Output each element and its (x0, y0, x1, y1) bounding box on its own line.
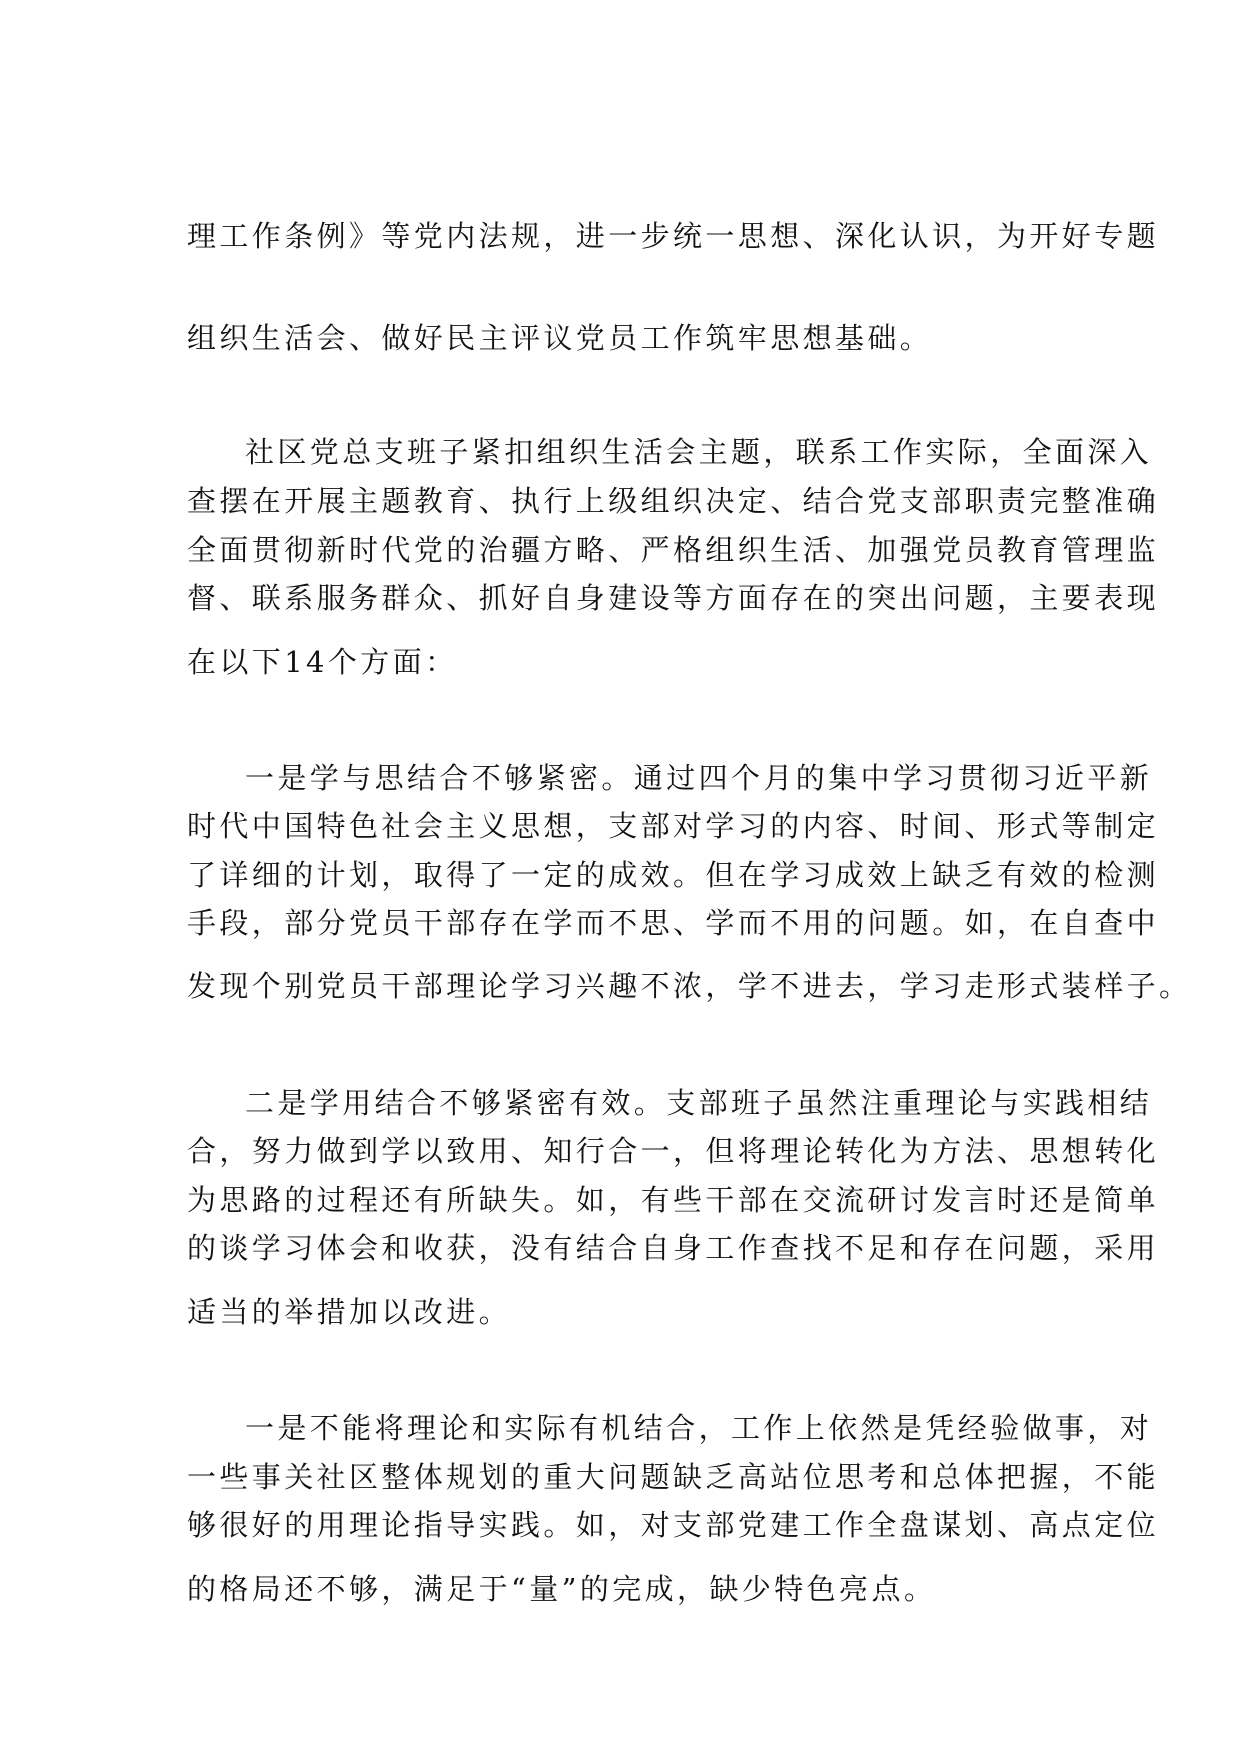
paragraph-4-line-3: 为思路的过程还有所缺失。如，有些干部在交流研讨发言时还是简单 (187, 1183, 1160, 1217)
paragraph-2-line-2: 查摆在开展主题教育、执行上级组织决定、结合党支部职责完整准确 (187, 484, 1160, 518)
paragraph-3-line-4: 手段，部分党员干部存在学而不思、学而不用的问题。如，在自查中 (187, 906, 1160, 940)
paragraph-4-line-2: 合，努力做到学以致用、知行合一，但将理论转化为方法、思想转化 (187, 1134, 1160, 1168)
paragraph-4-line-4: 的谈学习体会和收获，没有结合自身工作查找不足和存在问题，采用 (187, 1231, 1160, 1265)
paragraph-5-line-3: 够很好的用理论指导实践。如，对支部党建工作全盘谋划、高点定位 (187, 1508, 1160, 1542)
paragraph-1-line-1: 理工作条例》等党内法规，进一步统一思想、深化认识，为开好专题 (187, 219, 1160, 253)
paragraph-5-line-4: 的格局还不够，满足于“量”的完成，缺少特色亮点。 (187, 1572, 937, 1606)
paragraph-5-line-1: 一是不能将理论和实际有机结合，工作上依然是凭经验做事，对 (245, 1411, 1153, 1445)
paragraph-1-line-2: 组织生活会、做好民主评议党员工作筑牢思想基础。 (187, 321, 933, 355)
paragraph-3-line-3: 了详细的计划，取得了一定的成效。但在学习成效上缺乏有效的检测 (187, 858, 1160, 892)
paragraph-4-line-5: 适当的举措加以改进。 (187, 1295, 512, 1329)
paragraph-3-line-2: 时代中国特色社会主义思想，支部对学习的内容、时间、形式等制定 (187, 809, 1160, 843)
paragraph-2-line-3: 全面贯彻新时代党的治疆方略、严格组织生活、加强党员教育管理监 (187, 533, 1160, 567)
paragraph-4-line-1: 二是学用结合不够紧密有效。支部班子虽然注重理论与实践相结 (245, 1086, 1153, 1120)
paragraph-2-line-4: 督、联系服务群众、抓好自身建设等方面存在的突出问题，主要表现 (187, 581, 1160, 615)
paragraph-2-line-5: 在以下14个方面： (187, 645, 458, 679)
paragraph-5-line-2: 一些事关社区整体规划的重大问题缺乏高站位思考和总体把握，不能 (187, 1460, 1160, 1494)
paragraph-3-line-5: 发现个别党员干部理论学习兴趣不浓，学不进去，学习走形式装样子。 (187, 969, 1192, 1003)
paragraph-3-line-1: 一是学与思结合不够紧密。通过四个月的集中学习贯彻习近平新 (245, 761, 1153, 795)
paragraph-2-line-1: 社区党总支班子紧扣组织生活会主题，联系工作实际，全面深入 (245, 435, 1153, 469)
